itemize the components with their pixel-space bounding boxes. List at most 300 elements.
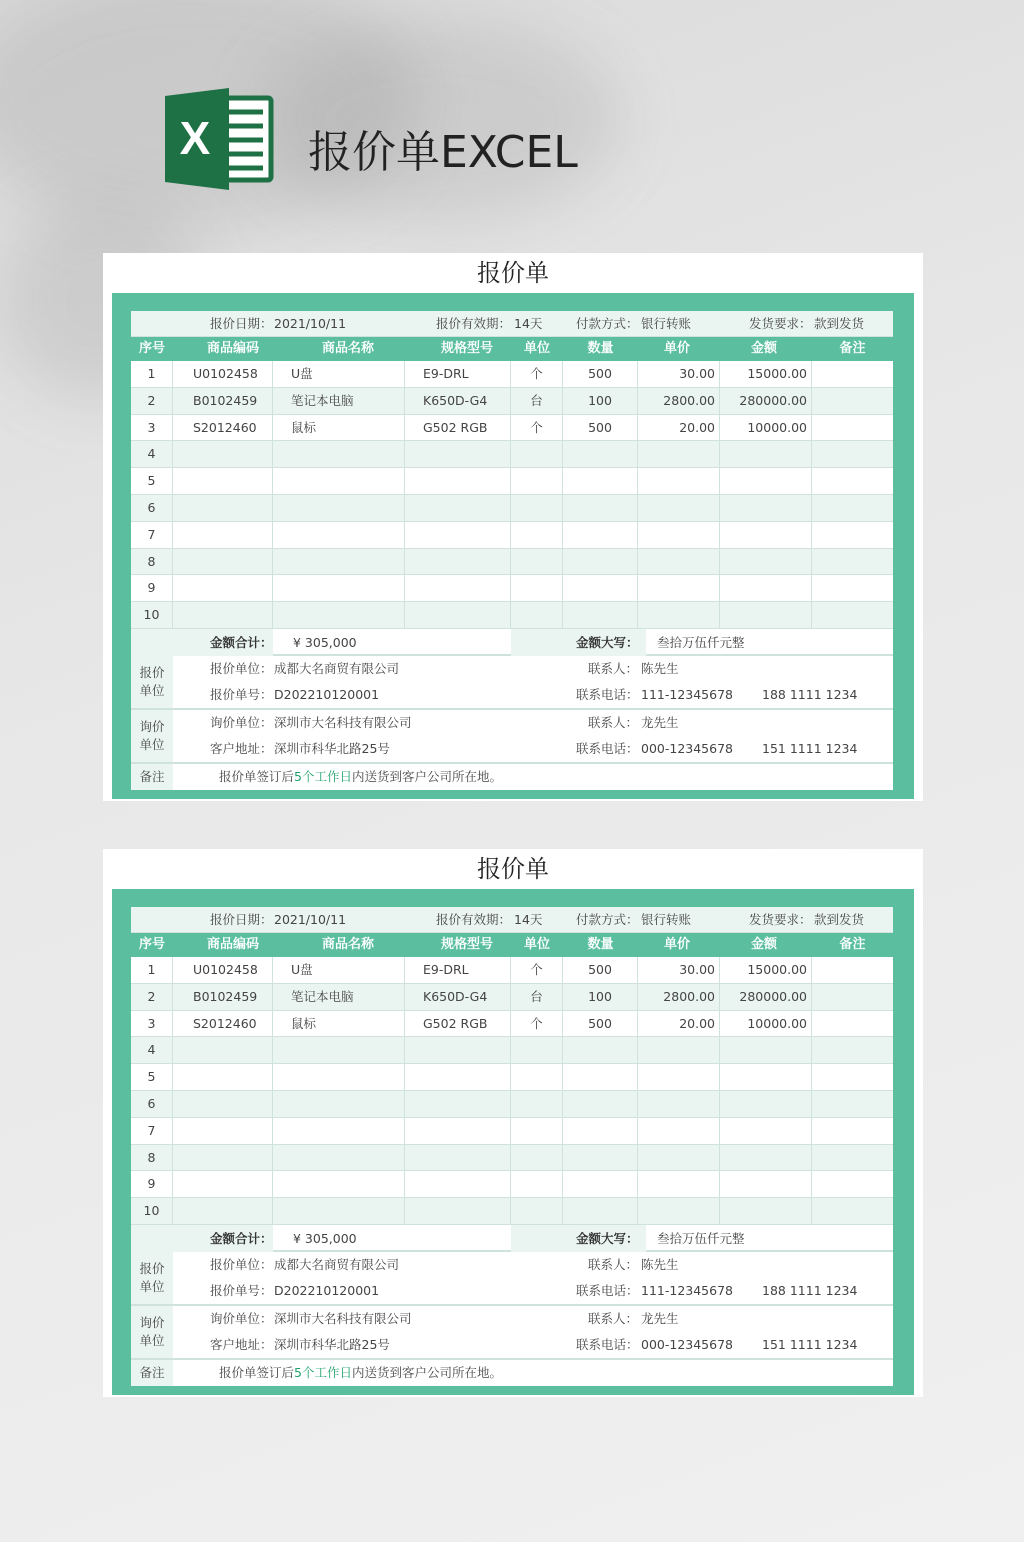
table-row <box>131 984 893 1011</box>
table-cell[interactable] <box>405 1037 511 1063</box>
table-cell[interactable] <box>638 1091 720 1117</box>
inquirer-block <box>131 1306 893 1360</box>
table-cell[interactable]: 台 <box>511 984 563 1010</box>
validity-value: 14天 <box>514 316 543 331</box>
quoter-mobile: 188 1111 1234 <box>762 1282 858 1298</box>
date-label: 报价日期： <box>210 912 273 927</box>
table-cell[interactable] <box>638 1118 720 1144</box>
table-cell[interactable] <box>511 1118 563 1144</box>
delivery-value: 款到发货 <box>814 316 865 331</box>
table-cell[interactable] <box>405 602 511 628</box>
table-cell[interactable] <box>812 495 893 521</box>
table-cell[interactable] <box>563 1145 638 1171</box>
table-cell[interactable]: K650D-G4 <box>405 984 511 1010</box>
note-text <box>219 764 502 790</box>
table-cell[interactable]: 15000.00 <box>720 957 812 983</box>
table-cell[interactable] <box>812 1198 893 1224</box>
table-cell[interactable]: B0102459 <box>173 984 273 1010</box>
excel-icon <box>165 88 275 190</box>
table-cell[interactable]: 鼠标 <box>273 415 405 441</box>
table-cell[interactable] <box>273 468 405 494</box>
table-row <box>131 441 893 468</box>
table-cell[interactable]: 个 <box>511 415 563 441</box>
quoter-unit-label: 报价单位： <box>210 1256 273 1272</box>
column-header: 商品名称 <box>321 937 374 952</box>
table-cell[interactable] <box>511 1145 563 1171</box>
table-cell[interactable] <box>273 1091 405 1117</box>
table-cell[interactable] <box>720 1037 812 1063</box>
table-cell[interactable] <box>273 1037 405 1063</box>
payment-value: 银行转账 <box>641 316 692 331</box>
table-cell[interactable]: 鼠标 <box>273 1011 405 1037</box>
table-cell[interactable]: 6 <box>131 495 173 521</box>
table-row <box>131 1145 893 1172</box>
table-cell[interactable]: B0102459 <box>173 388 273 414</box>
table-cell[interactable]: 2 <box>131 984 173 1010</box>
total-label: 金额合计： <box>210 634 273 650</box>
table-cell[interactable] <box>638 1145 720 1171</box>
note-post: 内送货到客户公司所在地。 <box>351 768 502 784</box>
table-cell[interactable] <box>638 602 720 628</box>
table-cell[interactable] <box>563 441 638 467</box>
note-row <box>131 764 893 790</box>
table-cell[interactable]: K650D-G4 <box>405 388 511 414</box>
table-cell[interactable] <box>638 441 720 467</box>
sheet-frame <box>112 293 914 799</box>
table-cell[interactable]: 4 <box>131 441 173 467</box>
table-cell[interactable]: 30.00 <box>638 361 720 387</box>
payment-label: 付款方式： <box>576 912 639 927</box>
inquirer-contact-label: 联系人： <box>588 1310 639 1326</box>
table-cell[interactable]: U0102458 <box>173 361 273 387</box>
validity-label: 报价有效期： <box>436 912 512 927</box>
table-cell[interactable] <box>812 1145 893 1171</box>
inquirer-unit-label: 询价单位： <box>210 1310 273 1326</box>
table-cell[interactable]: 个 <box>511 957 563 983</box>
table-cell[interactable]: 20.00 <box>638 1011 720 1037</box>
table-cell[interactable]: 500 <box>563 415 638 441</box>
table-cell[interactable] <box>405 522 511 548</box>
table-cell[interactable]: 8 <box>131 1145 173 1171</box>
table-cell[interactable]: 个 <box>511 1011 563 1037</box>
column-header: 序号 <box>138 341 165 356</box>
table-cell[interactable] <box>812 957 893 983</box>
table-cell[interactable] <box>273 549 405 575</box>
upper-value: 叁拾万伍仟元整 <box>657 634 745 650</box>
column-header: 数量 <box>587 937 614 952</box>
table-cell[interactable] <box>405 575 511 601</box>
inquirer-unit: 深圳市大名科技有限公司 <box>274 714 412 730</box>
table-cell[interactable] <box>638 468 720 494</box>
table-cell[interactable] <box>638 1064 720 1090</box>
quoter-unit: 成都大名商贸有限公司 <box>274 1256 400 1272</box>
table-cell[interactable] <box>812 602 893 628</box>
total-label: 金额合计： <box>210 1230 273 1246</box>
table-cell[interactable]: S2012460 <box>173 1011 273 1037</box>
quoter-no: D202210120001 <box>274 1282 380 1298</box>
table-cell[interactable] <box>273 522 405 548</box>
table-cell[interactable] <box>511 1037 563 1063</box>
table-cell[interactable]: 2800.00 <box>638 388 720 414</box>
table-cell[interactable]: 280000.00 <box>720 984 812 1010</box>
delivery-value: 款到发货 <box>814 912 865 927</box>
column-header: 备注 <box>839 341 866 356</box>
quoter-phone: 111-12345678 <box>641 686 733 702</box>
table-cell[interactable]: 3 <box>131 1011 173 1037</box>
table-cell[interactable] <box>173 549 273 575</box>
table-cell[interactable] <box>273 1171 405 1197</box>
table-cell[interactable] <box>638 495 720 521</box>
table-cell[interactable] <box>563 575 638 601</box>
table-cell[interactable] <box>405 468 511 494</box>
inquirer-contact: 龙先生 <box>641 1310 679 1326</box>
table-cell[interactable]: 15000.00 <box>720 361 812 387</box>
quoter-side-label: 报价 单位 <box>131 656 173 708</box>
table-cell[interactable]: 10 <box>131 1198 173 1224</box>
table-cell[interactable]: 台 <box>511 388 563 414</box>
table-cell[interactable]: 9 <box>131 575 173 601</box>
table-cell[interactable] <box>812 388 893 414</box>
table-cell[interactable] <box>720 1091 812 1117</box>
column-header: 单位 <box>523 341 550 356</box>
table-cell[interactable] <box>511 495 563 521</box>
table-cell[interactable] <box>563 495 638 521</box>
note-highlight: 5个工作日 <box>294 1364 352 1380</box>
table-cell[interactable]: 笔记本电脑 <box>273 388 405 414</box>
column-header: 备注 <box>839 937 866 952</box>
table-cell[interactable] <box>720 1198 812 1224</box>
table-cell[interactable] <box>720 468 812 494</box>
column-header: 单价 <box>663 937 690 952</box>
column-header: 商品编码 <box>206 937 259 952</box>
quotation-sheet <box>103 253 923 801</box>
table-cell[interactable]: 500 <box>563 361 638 387</box>
quoter-phone-label: 联系电话： <box>576 686 639 702</box>
quoter-contact: 陈先生 <box>641 660 679 676</box>
inquirer-unit: 深圳市大名科技有限公司 <box>274 1310 412 1326</box>
inquirer-phone-label: 联系电话： <box>576 1336 639 1352</box>
table-cell[interactable] <box>812 1011 893 1037</box>
table-cell[interactable]: 3 <box>131 415 173 441</box>
inquirer-contact: 龙先生 <box>641 714 679 730</box>
table-cell[interactable]: 个 <box>511 361 563 387</box>
table-cell[interactable] <box>812 522 893 548</box>
table-cell[interactable] <box>812 361 893 387</box>
table-cell[interactable] <box>173 1145 273 1171</box>
inquirer-mobile: 151 1111 1234 <box>762 1336 858 1352</box>
table-row <box>131 549 893 576</box>
quoter-no-label: 报价单号： <box>210 686 273 702</box>
table-cell[interactable] <box>405 1064 511 1090</box>
date-label: 报价日期： <box>210 316 273 331</box>
svg-text:X: X <box>179 112 211 164</box>
note-row <box>131 1360 893 1386</box>
table-cell[interactable] <box>638 575 720 601</box>
table-cell[interactable] <box>405 495 511 521</box>
table-cell[interactable] <box>812 575 893 601</box>
table-cell[interactable] <box>638 522 720 548</box>
table-cell[interactable] <box>273 1145 405 1171</box>
note-side-label: 备注 <box>131 1360 173 1386</box>
upper-label: 金额大写： <box>576 1230 639 1246</box>
table-cell[interactable] <box>405 1145 511 1171</box>
table-cell[interactable] <box>563 1171 638 1197</box>
table-row <box>131 361 893 388</box>
table-cell[interactable]: 7 <box>131 522 173 548</box>
table-cell[interactable]: 6 <box>131 1091 173 1117</box>
table-cell[interactable]: S2012460 <box>173 415 273 441</box>
table-cell[interactable]: 7 <box>131 1118 173 1144</box>
table-cell[interactable] <box>173 1118 273 1144</box>
table-cell[interactable] <box>812 1037 893 1063</box>
inquirer-addr-label: 客户地址： <box>210 740 273 756</box>
column-header: 单价 <box>663 341 690 356</box>
table-cell[interactable] <box>720 549 812 575</box>
total-value: ¥ 305,000 <box>293 634 357 650</box>
table-cell[interactable]: 笔记本电脑 <box>273 984 405 1010</box>
table-cell[interactable] <box>405 1091 511 1117</box>
table-cell[interactable] <box>273 1064 405 1090</box>
delivery-label: 发货要求： <box>749 316 812 331</box>
inquirer-addr: 深圳市科华北路25号 <box>274 740 390 756</box>
table-cell[interactable]: E9-DRL <box>405 957 511 983</box>
note-post: 内送货到客户公司所在地。 <box>351 1364 502 1380</box>
table-cell[interactable] <box>173 1198 273 1224</box>
column-header: 金额 <box>750 937 777 952</box>
table-cell[interactable] <box>812 1091 893 1117</box>
table-cell[interactable] <box>273 1118 405 1144</box>
note-side-label: 备注 <box>131 764 173 790</box>
table-cell[interactable]: G502 RGB <box>405 1011 511 1037</box>
quoter-block <box>131 1252 893 1306</box>
upper-value: 叁拾万伍仟元整 <box>657 1230 745 1246</box>
date-value: 2021/10/11 <box>274 316 347 331</box>
table-cell[interactable] <box>563 1118 638 1144</box>
quotation-table <box>131 907 893 1386</box>
table-row <box>131 1118 893 1145</box>
table-cell[interactable] <box>720 1171 812 1197</box>
table-cell[interactable] <box>405 1118 511 1144</box>
info-row <box>131 907 893 933</box>
quoter-unit: 成都大名商贸有限公司 <box>274 660 400 676</box>
table-cell[interactable]: 500 <box>563 957 638 983</box>
table-cell[interactable] <box>173 495 273 521</box>
table-cell[interactable] <box>720 495 812 521</box>
table-row <box>131 1198 893 1225</box>
table-cell[interactable]: E9-DRL <box>405 361 511 387</box>
column-header: 数量 <box>587 341 614 356</box>
table-cell[interactable] <box>563 1064 638 1090</box>
table-cell[interactable]: U盘 <box>273 957 405 983</box>
table-cell[interactable] <box>563 1091 638 1117</box>
note-text <box>219 1360 502 1386</box>
table-cell[interactable] <box>720 1064 812 1090</box>
table-cell[interactable]: 10 <box>131 602 173 628</box>
table-cell[interactable] <box>638 1198 720 1224</box>
table-cell[interactable] <box>812 1171 893 1197</box>
table-cell[interactable]: 280000.00 <box>720 388 812 414</box>
quoter-contact-label: 联系人： <box>588 1256 639 1272</box>
table-cell[interactable] <box>173 602 273 628</box>
table-cell[interactable]: 10000.00 <box>720 1011 812 1037</box>
table-cell[interactable] <box>173 1037 273 1063</box>
quoter-no: D202210120001 <box>274 686 380 702</box>
table-cell[interactable]: 30.00 <box>638 957 720 983</box>
table-cell[interactable] <box>563 549 638 575</box>
table-cell[interactable] <box>511 1198 563 1224</box>
table-cell[interactable] <box>405 441 511 467</box>
table-cell[interactable] <box>173 1171 273 1197</box>
note-pre: 报价单签订后 <box>219 1364 295 1380</box>
quoter-contact: 陈先生 <box>641 1256 679 1272</box>
table-cell[interactable] <box>638 1037 720 1063</box>
table-cell[interactable] <box>273 441 405 467</box>
column-header: 规格型号 <box>440 341 493 356</box>
table-cell[interactable]: 4 <box>131 1037 173 1063</box>
table-cell[interactable] <box>511 441 563 467</box>
table-cell[interactable] <box>812 441 893 467</box>
quoter-no-label: 报价单号： <box>210 1282 273 1298</box>
column-header: 商品编码 <box>206 341 259 356</box>
table-cell[interactable] <box>638 1171 720 1197</box>
table-cell[interactable] <box>405 549 511 575</box>
table-cell[interactable] <box>812 984 893 1010</box>
inquirer-phone: 000-12345678 <box>641 740 733 756</box>
table-row <box>131 388 893 415</box>
table-cell[interactable] <box>173 1064 273 1090</box>
table-row <box>131 957 893 984</box>
table-cell[interactable] <box>511 1171 563 1197</box>
inquirer-phone-label: 联系电话： <box>576 740 639 756</box>
table-cell[interactable]: U盘 <box>273 361 405 387</box>
table-cell[interactable] <box>720 602 812 628</box>
table-header <box>131 337 893 361</box>
table-cell[interactable] <box>720 441 812 467</box>
table-cell[interactable] <box>720 1118 812 1144</box>
table-cell[interactable] <box>273 575 405 601</box>
table-cell[interactable]: G502 RGB <box>405 415 511 441</box>
note-highlight: 5个工作日 <box>294 768 352 784</box>
table-cell[interactable] <box>638 549 720 575</box>
table-cell[interactable] <box>273 495 405 521</box>
table-cell[interactable]: 10000.00 <box>720 415 812 441</box>
payment-value: 银行转账 <box>641 912 692 927</box>
validity-label: 报价有效期： <box>436 316 512 331</box>
column-header: 金额 <box>750 341 777 356</box>
table-cell[interactable]: 1 <box>131 957 173 983</box>
table-cell[interactable]: 5 <box>131 1064 173 1090</box>
inquirer-unit-label: 询价单位： <box>210 714 273 730</box>
table-cell[interactable]: 2800.00 <box>638 984 720 1010</box>
table-cell[interactable] <box>563 1037 638 1063</box>
table-cell[interactable] <box>812 468 893 494</box>
table-cell[interactable] <box>173 1091 273 1117</box>
table-cell[interactable] <box>173 575 273 601</box>
table-cell[interactable] <box>812 549 893 575</box>
table-cell[interactable] <box>563 602 638 628</box>
table-cell[interactable] <box>563 1198 638 1224</box>
table-cell[interactable] <box>511 1091 563 1117</box>
quoter-contact-label: 联系人： <box>588 660 639 676</box>
table-cell[interactable]: 5 <box>131 468 173 494</box>
table-cell[interactable] <box>511 1064 563 1090</box>
page-title: 报价单EXCEL <box>308 127 578 178</box>
table-row <box>131 415 893 442</box>
table-row <box>131 468 893 495</box>
table-cell[interactable]: 500 <box>563 1011 638 1037</box>
total-value: ¥ 305,000 <box>293 1230 357 1246</box>
table-cell[interactable] <box>563 522 638 548</box>
inquirer-mobile: 151 1111 1234 <box>762 740 858 756</box>
table-cell[interactable] <box>563 468 638 494</box>
note-pre: 报价单签订后 <box>219 768 295 784</box>
table-cell[interactable]: 1 <box>131 361 173 387</box>
table-cell[interactable]: 20.00 <box>638 415 720 441</box>
table-cell[interactable] <box>173 522 273 548</box>
quoter-phone: 111-12345678 <box>641 1282 733 1298</box>
table-cell[interactable]: 8 <box>131 549 173 575</box>
table-cell[interactable] <box>720 522 812 548</box>
inquirer-phone: 000-12345678 <box>641 1336 733 1352</box>
table-cell[interactable]: 2 <box>131 388 173 414</box>
table-cell[interactable]: 9 <box>131 1171 173 1197</box>
sheet-title: 报价单 <box>477 855 549 883</box>
table-cell[interactable] <box>511 549 563 575</box>
quoter-phone-label: 联系电话： <box>576 1282 639 1298</box>
table-cell[interactable]: 100 <box>563 984 638 1010</box>
table-row <box>131 1037 893 1064</box>
sheet-frame <box>112 889 914 1395</box>
table-header <box>131 933 893 957</box>
table-cell[interactable]: U0102458 <box>173 957 273 983</box>
table-row <box>131 522 893 549</box>
table-cell[interactable] <box>173 468 273 494</box>
column-header: 规格型号 <box>440 937 493 952</box>
table-cell[interactable] <box>511 468 563 494</box>
table-row <box>131 1091 893 1118</box>
table-cell[interactable] <box>405 1198 511 1224</box>
date-value: 2021/10/11 <box>274 912 347 927</box>
inquirer-addr: 深圳市科华北路25号 <box>274 1336 390 1352</box>
table-cell[interactable]: 100 <box>563 388 638 414</box>
inquirer-contact-label: 联系人： <box>588 714 639 730</box>
upper-label: 金额大写： <box>576 634 639 650</box>
table-cell[interactable] <box>812 1118 893 1144</box>
inquirer-side-label: 询价 单位 <box>131 1306 173 1358</box>
info-row <box>131 311 893 337</box>
table-cell[interactable] <box>173 441 273 467</box>
table-cell[interactable] <box>812 1064 893 1090</box>
table-cell[interactable] <box>405 1171 511 1197</box>
table-row <box>131 602 893 629</box>
quotation-table <box>131 311 893 790</box>
table-cell[interactable] <box>511 602 563 628</box>
table-cell[interactable] <box>511 575 563 601</box>
validity-value: 14天 <box>514 912 543 927</box>
table-cell[interactable] <box>273 1198 405 1224</box>
table-cell[interactable] <box>720 1145 812 1171</box>
table-cell[interactable] <box>511 522 563 548</box>
table-cell[interactable] <box>273 602 405 628</box>
sheet-title: 报价单 <box>477 259 549 287</box>
table-row <box>131 575 893 602</box>
table-cell[interactable] <box>812 415 893 441</box>
table-cell[interactable] <box>720 575 812 601</box>
inquirer-side-label: 询价 单位 <box>131 710 173 762</box>
quoter-side-label: 报价 单位 <box>131 1252 173 1304</box>
inquirer-block <box>131 710 893 764</box>
column-header: 序号 <box>138 937 165 952</box>
